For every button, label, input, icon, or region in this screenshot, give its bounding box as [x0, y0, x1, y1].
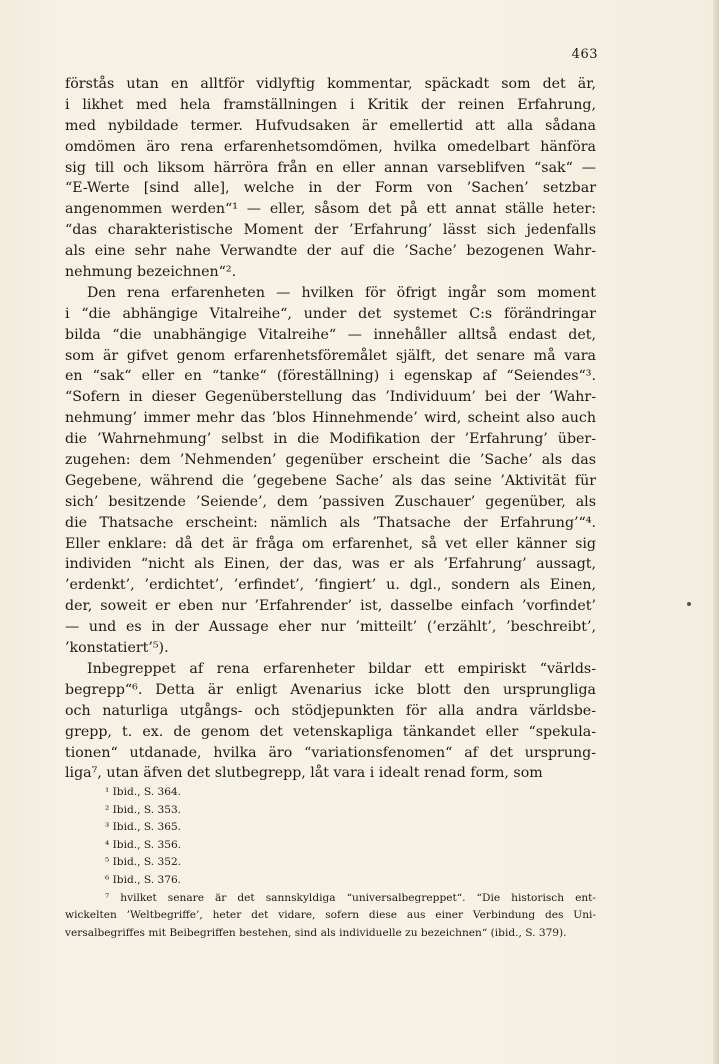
text-line: med nybildade termer. Hufvudsaken är emellertid att alla sådana: [65, 117, 596, 134]
text-line: als eine sehr nahe Verwandte der auf die ’Sache’ bezogenen Wahr-: [65, 243, 596, 260]
text-line: Eller enklare: då det är fråga om erfarenhet, så vet eller känner sig: [65, 535, 596, 552]
text-line: en “sak“ eller en “tanke“ (föreställning) i egenskap af “Seiendes“³.: [65, 368, 596, 385]
text-line: Den rena erfarenheten — hvilken för öfrigt ingår som moment: [87, 284, 596, 301]
footnote-7-line: wickelten ’Weltbegriffe’, heter det vidare, sofern diese aus einer Verbindung des Uni-: [65, 909, 596, 922]
text-line: die Thatsache erscheint: nämlich als ’Thatsache der Erfahrung’“⁴.: [65, 514, 596, 531]
text-line: och naturliga utgångs- och stödjepunkten för alla andra världsbe-: [65, 702, 596, 719]
text-line: tionen“ utdanade, hvilka äro “variationsfenomen“ af det ursprung-: [65, 744, 596, 761]
text-line: sig till och liksom härröra från en eller annan varseblifven “sak“ —: [65, 159, 596, 176]
footnote-6: ⁶ Ibid., S. 376.: [105, 873, 182, 886]
text-line: grepp, t. ex. de genom det vetenskapliga tänkandet eller “spekula-: [65, 723, 596, 740]
text-line: i “die abhängige Vitalreihe“, under det systemet C:s förändringar: [65, 305, 596, 322]
footnotes: [65, 784, 596, 942]
text-line: — und es in der Aussage eher nur ’mitteilt’ (’erzählt’, ’beschreibt’,: [65, 619, 596, 636]
text-line: nehmung bezeichnen“².: [65, 264, 237, 281]
footnote-4: ⁴ Ibid., S. 356.: [105, 838, 182, 851]
text-line: “das charakteristische Moment der ’Erfahrung’ lässt sich jedenfalls: [65, 222, 596, 239]
text-line: angenommen werden“¹ — eller, såsom det på ett annat ställe heter:: [65, 201, 596, 218]
text-line: Gegebene, während die ’gegebene Sache’ als das seine ’Aktivität für: [65, 472, 596, 489]
text-line: ’konstatiert’⁵).: [65, 640, 169, 657]
page-edge-shadow: [713, 0, 719, 1064]
footnote-3: ³ Ibid., S. 365.: [105, 821, 182, 834]
text-line: individen “nicht als Einen, der das, was er als ’Erfahrung’ aussagt,: [65, 556, 596, 573]
footnote-5: ⁵ Ibid., S. 352.: [105, 856, 182, 869]
text-line: zugehen: dem ’Nehmenden’ gegenüber erscheint die ’Sache’ als das: [65, 452, 596, 469]
body-text: [65, 74, 596, 784]
text-line: sich’ besitzende ’Seiende’, dem ’passiven Zuschauer’ gegenüber, als: [65, 493, 596, 510]
footnote-7-line: ⁷ hvilket senare är det sannskyldiga “universalbegreppet“. “Die historisch ent-: [105, 891, 596, 904]
text-line: die ’Wahrnehmung’ selbst in die Modifikation der ’Erfahrung’ über-: [65, 431, 596, 448]
text-line: liga⁷, utan äfven det slutbegrepp, låt vara i idealt renad form, som: [65, 765, 543, 782]
text-line: ’erdenkt’, ’erdichtet’, ’erfindet’, ’fingiert’ u. dgl., sondern als Einen,: [65, 577, 596, 594]
footnote-1: ¹ Ibid., S. 364.: [105, 786, 182, 798]
text-line: omdömen äro rena erfarenhetsomdömen, hvilka omedelbart hänföra: [65, 138, 596, 155]
text-line: nehmung’ immer mehr das ’blos Hinnehmende’ wird, scheint also auch: [65, 410, 596, 427]
text-line: “E-Werte [sind alle], welche in der Form von ’Sachen’ setzbar: [65, 180, 596, 197]
text-line: der, soweit er eben nur ’Erfahrender’ ist, dasselbe einfach ’vorfindet’: [65, 598, 596, 615]
text-line: i likhet med hela framställningen i Kritik der reinen Erfahrung,: [65, 96, 596, 113]
text-line: som är gifvet genom erfarenhetsföremålet själft, det senare må vara: [65, 347, 596, 364]
text-line: begrepp“⁶. Detta är enligt Avenarius icke blott den ursprungliga: [65, 681, 596, 698]
text-line: bilda “die unabhängige Vitalreihe“ — innehåller alltså endast det,: [65, 326, 596, 343]
text-line: förstås utan en alltför vidlyftig kommentar, späckadt som det är,: [65, 76, 596, 92]
footnote-7-line: versalbegriffes mit Beibegriffen bestehen, sind als individuelle zu bezeichnen“ (ibid., S. 379).: [65, 926, 567, 939]
text-line: “Sofern in dieser Gegenüberstellung das ’Individuum’ bei der ’Wahr-: [65, 389, 596, 406]
page-number: 463: [571, 47, 598, 62]
footnote-2: ² Ibid., S. 353.: [105, 803, 182, 816]
text-line: Inbegreppet af rena erfarenheter bildar ett empiriskt “världs-: [87, 660, 596, 677]
paper-speck: [687, 602, 691, 606]
